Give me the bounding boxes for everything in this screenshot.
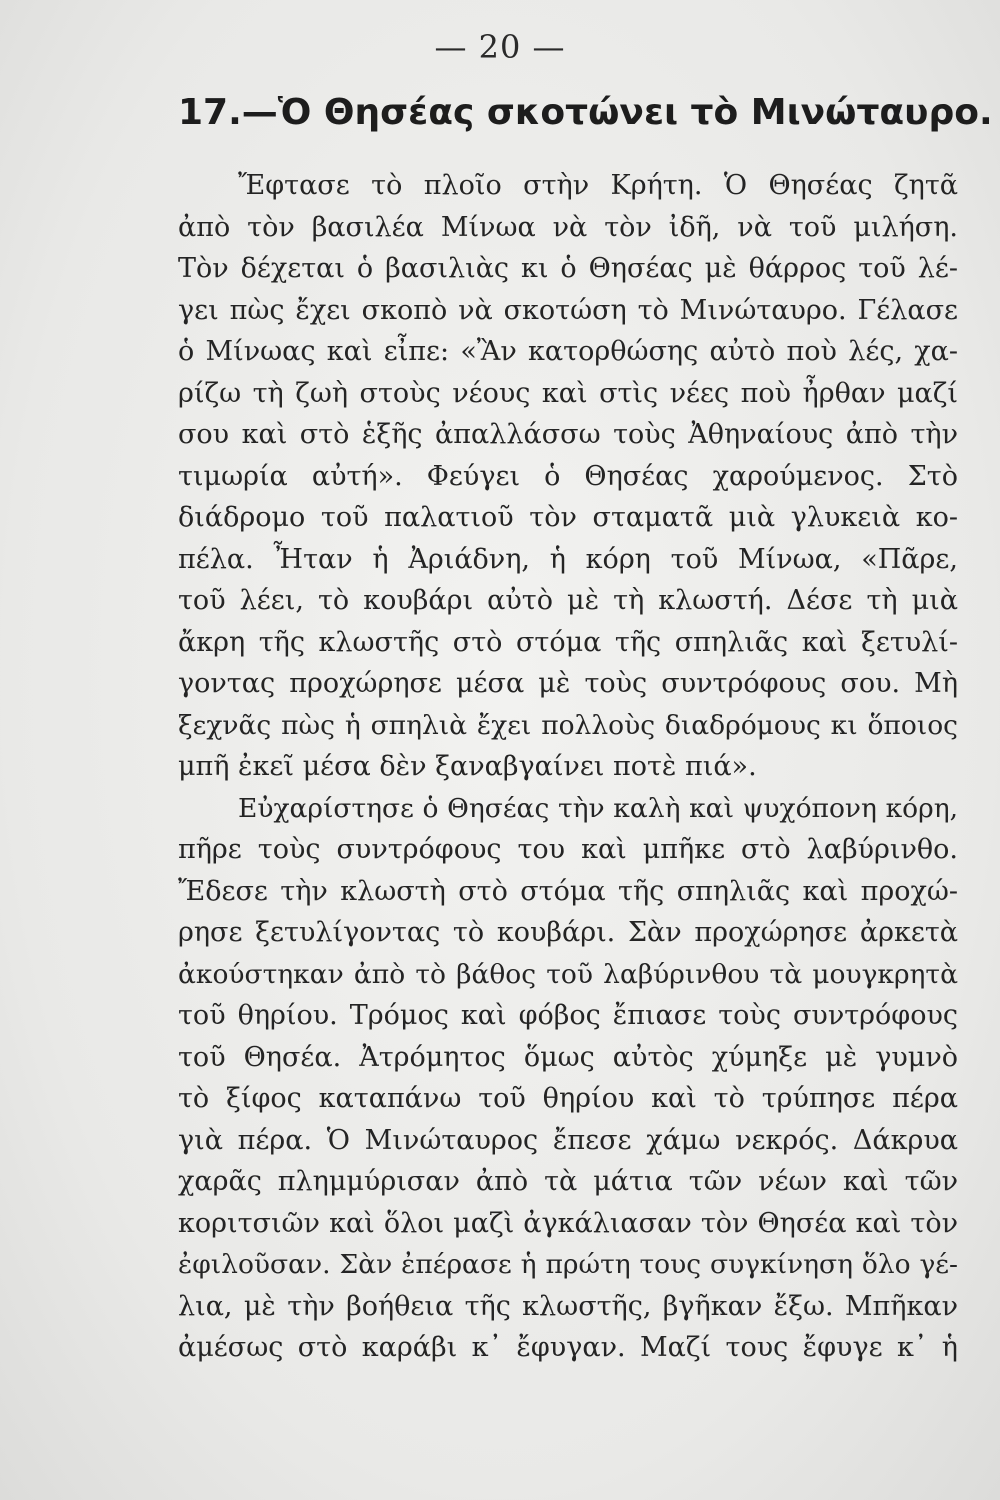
- text-line: Ἔφτασε τὸ πλοῖο στὴν Κρήτη. Ὁ Θησέας ζητᾶ: [238, 170, 958, 201]
- text-line: Ἔδεσε τὴν κλωστὴ στὸ στόμα τῆς σπηλιᾶς καὶ προχώ-: [178, 875, 958, 907]
- text-line: τοῦ θηρίου. Τρόμος καὶ φόβος ἔπιασε τοὺς συντρόφους: [178, 1000, 958, 1031]
- text-line: γιὰ πέρα. Ὁ Μινώταυρος ἔπεσε χάμω νεκρός. Δάκρυα: [178, 1124, 958, 1156]
- text-line: ἐφιλοῦσαν. Σὰν ἐπέρασε ἡ πρώτη τους συγκίνηση ὅλο γέ-: [178, 1249, 958, 1280]
- text-line: Εὐχαρίστησε ὁ Θησέας τὴν καλὴ καὶ ψυχόπονη κόρη,: [238, 792, 958, 824]
- text-line: πέλα. Ἦταν ἡ Ἀριάδνη, ἡ κόρη τοῦ Μίνωα, «Πᾶρε,: [178, 543, 958, 575]
- paragraph-1: [178, 165, 958, 788]
- chapter-title: 17.—Ὁ Θησέας σκοτώνει τὸ Μινώταυρο.: [178, 92, 993, 133]
- text-line: σου καὶ στὸ ἑξῆς ἀπαλλάσσω τοὺς Ἀθηναίους ἀπὸ τὴν: [178, 419, 958, 450]
- text-line: ἀκούστηκαν ἀπὸ τὸ βάθος τοῦ λαβύρινθου τὰ μουγκρητὰ: [178, 958, 958, 990]
- text-line: τοῦ λέει, τὸ κουβάρι αὐτὸ μὲ τὴ κλωστή. Δέσε τὴ μιὰ: [178, 585, 958, 616]
- page-number: — 20 —: [434, 28, 566, 66]
- text-line: ἄκρη τῆς κλωστῆς στὸ στόμα τῆς σπηλιᾶς καὶ ξετυλί-: [178, 626, 958, 658]
- text-line: Τὸν δέχεται ὁ βασιλιὰς κι ὁ Θησέας μὲ θάρρος τοῦ λέ-: [178, 253, 958, 284]
- text-line: γοντας προχώρησε μέσα μὲ τοὺς συντρόφους σου. Μὴ: [178, 668, 958, 699]
- text-line: ξεχνᾶς πὼς ἡ σπηλιὰ ἔχει πολλοὺς διαδρόμους κι ὅποιος: [178, 709, 958, 741]
- text-line: λια, μὲ τὴν βοήθεια τῆς κλωστῆς, βγῆκαν ἔξω. Μπῆκαν: [178, 1290, 958, 1322]
- text-line: κοριτσιῶν καὶ ὅλοι μαζὶ ἀγκάλιασαν τὸν Θησέα καὶ τὸν: [178, 1207, 958, 1239]
- text-line: τοῦ Θησέα. Ἀτρόμητος ὅμως αὐτὸς χύμηξε μὲ γυμνὸ: [178, 1041, 958, 1073]
- text-line: πῆρε τοὺς συντρόφους του καὶ μπῆκε στὸ λαβύρινθο.: [178, 834, 958, 865]
- text-line: ρησε ξετυλίγοντας τὸ κουβάρι. Σὰν προχώρησε ἀρκετὰ: [178, 917, 958, 948]
- text-line: γει πὼς ἔχει σκοπὸ νὰ σκοτώση τὸ Μινώταυρο. Γέλασε: [178, 294, 958, 326]
- text-line: μπῆ ἐκεῖ μέσα δὲν ξαναβγαίνει ποτὲ πιά».: [178, 751, 757, 782]
- text-line: τιμωρία αὐτή». Φεύγει ὁ Θησέας χαρούμενος. Στὸ: [178, 460, 958, 492]
- body-text: [178, 165, 958, 1369]
- text-line: ὁ Μίνωας καὶ εἶπε: «Ἂν κατορθώσης αὐτὸ ποὺ λές, χα-: [178, 336, 958, 367]
- text-line: ρίζω τὴ ζωὴ στοὺς νέους καὶ στὶς νέες ποὺ ἦρθαν μαζί: [178, 377, 958, 409]
- text-line: χαρᾶς πλημμύρισαν ἀπὸ τὰ μάτια τῶν νέων καὶ τῶν: [178, 1166, 958, 1197]
- text-line: τὸ ξίφος καταπάνω τοῦ θηρίου καὶ τὸ τρύπησε πέρα: [178, 1083, 958, 1114]
- paragraph-2: [178, 788, 958, 1369]
- text-line: διάδρομο τοῦ παλατιοῦ τὸν σταματᾶ μιὰ γλυκειὰ κο-: [178, 502, 958, 533]
- text-line: ἀμέσως στὸ καράβι κ᾿ ἔφυγαν. Μαζί τους ἔφυγε κ᾿ ἡ: [178, 1332, 958, 1363]
- text-line: ἀπὸ τὸν βασιλέα Μίνωα νὰ τὸν ἰδῆ, νὰ τοῦ μιλήση.: [178, 211, 958, 243]
